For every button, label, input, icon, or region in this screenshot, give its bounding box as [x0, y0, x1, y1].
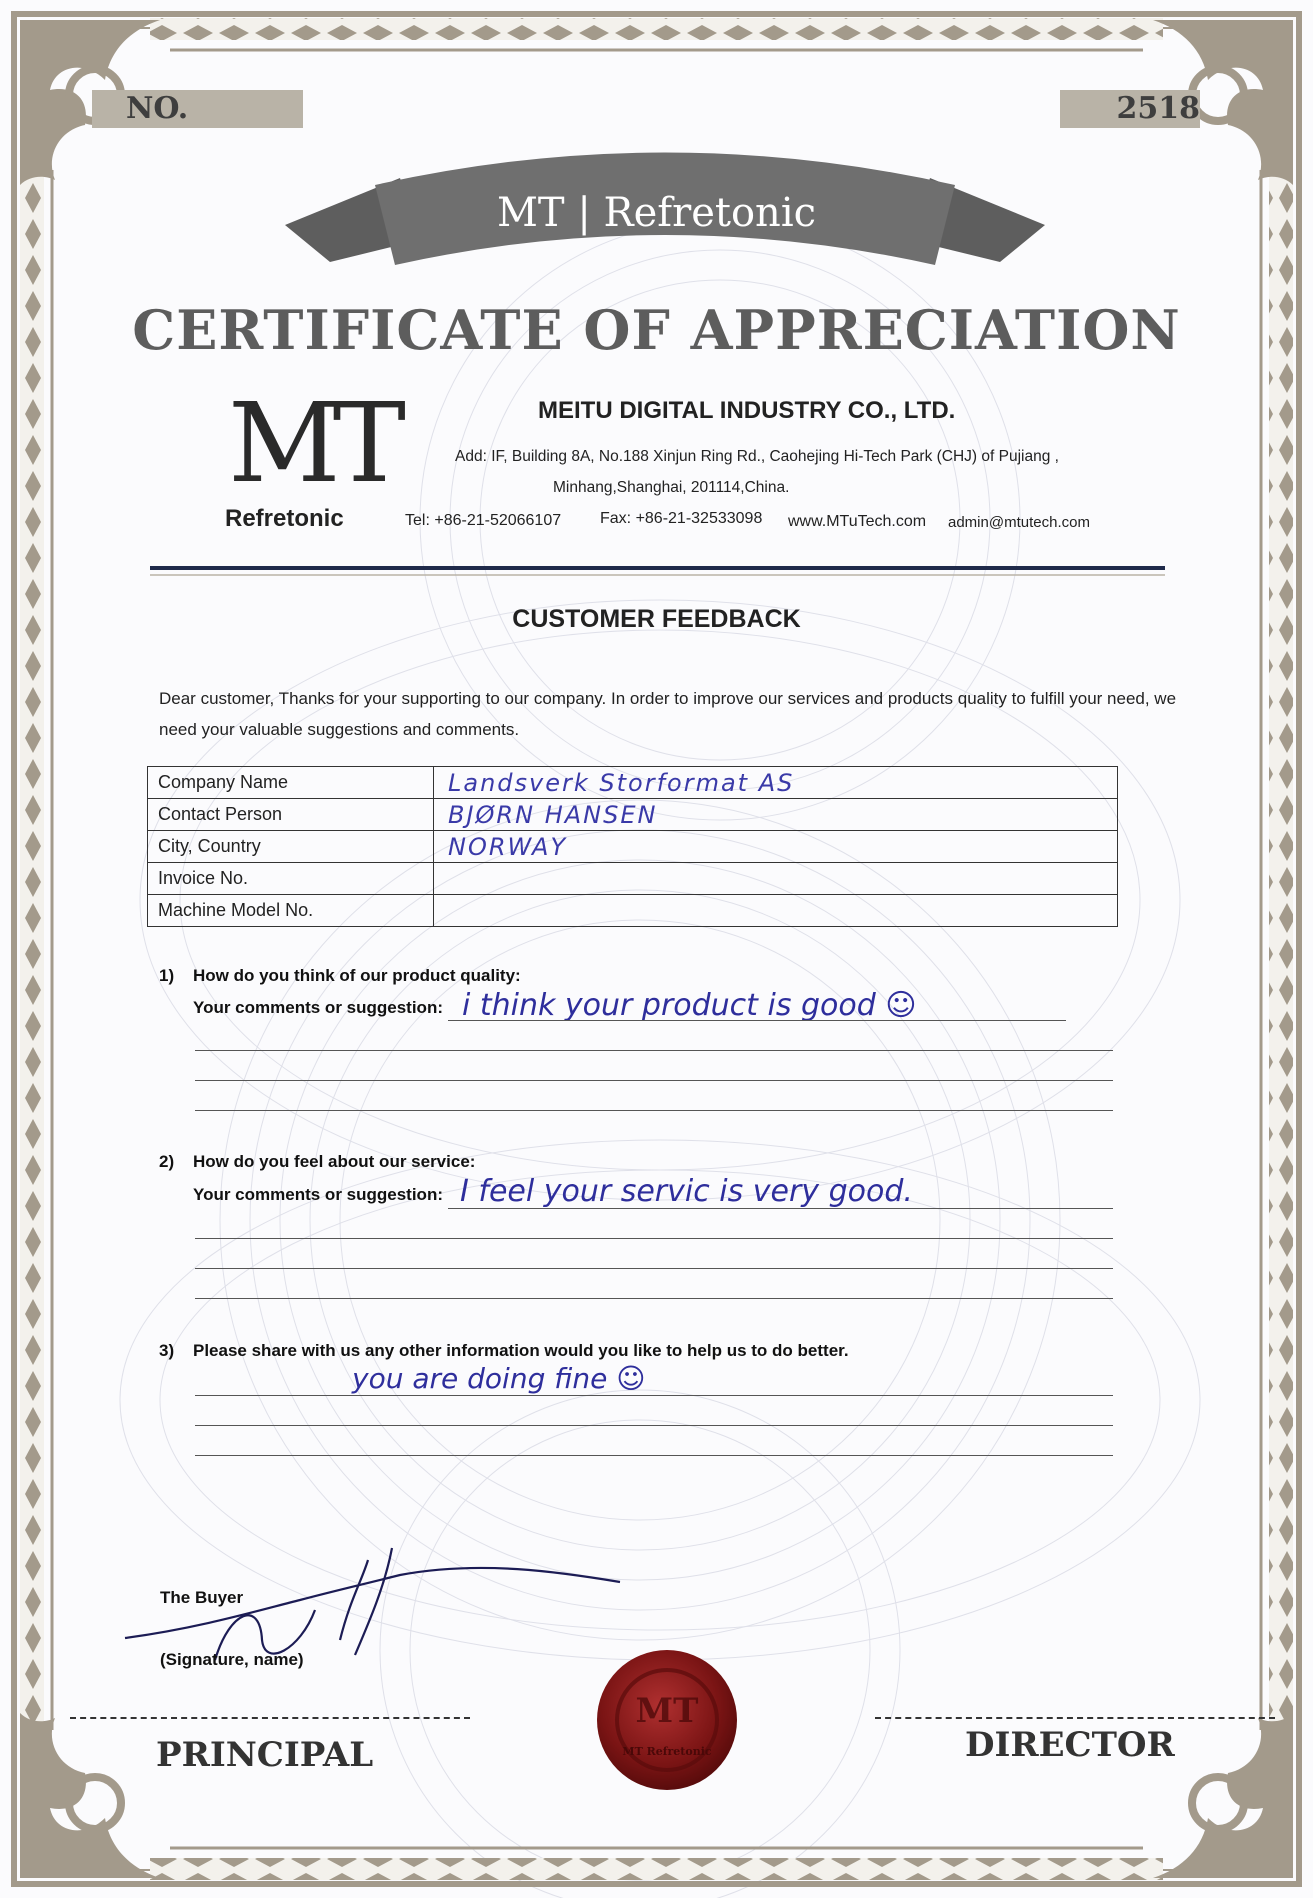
certificate-title: CERTIFICATE OF APPRECIATION — [132, 298, 1181, 362]
certificate-number: 2518 — [1060, 90, 1200, 128]
company-logo-text: Refretonic — [225, 505, 344, 532]
question-2-prompt: Your comments or suggestion: — [193, 1185, 443, 1204]
info-value — [434, 863, 1118, 895]
answer-line — [448, 1020, 1066, 1021]
answer-line — [195, 1298, 1113, 1299]
company-website: www.MTuTech.com — [788, 513, 927, 530]
principal-title: PRINCIPAL — [156, 1735, 374, 1775]
principal-signature-line — [70, 1717, 470, 1719]
signature-label: (Signature, name) — [160, 1650, 304, 1669]
certificate-number-label: NO. — [92, 90, 303, 128]
form-title: CUSTOMER FEEDBACK — [512, 605, 801, 633]
question-3-number: 3) — [159, 1341, 175, 1360]
answer-line — [195, 1425, 1113, 1426]
director-title: DIRECTOR — [965, 1725, 1175, 1765]
wax-seal — [597, 1650, 737, 1790]
question-2-text: How do you feel about our service: — [193, 1152, 476, 1171]
company-address-line2: Minhang,Shanghai, 201114,China. — [553, 479, 790, 496]
director-signature-line — [875, 1717, 1275, 1719]
seal-text: MT Refretonic — [622, 1745, 712, 1758]
company-name: MEITU DIGITAL INDUSTRY CO., LTD. — [538, 397, 956, 424]
answer-line — [195, 1268, 1113, 1269]
answer-line — [195, 1110, 1113, 1111]
info-value: Landsverk Storformat AS — [434, 767, 1118, 799]
question-3-answer: you are doing fine ☺ — [352, 1362, 646, 1395]
company-email: admin@mtutech.com — [948, 514, 1090, 531]
question-1-text: How do you think of our product quality: — [193, 966, 521, 985]
info-label: Company Name — [148, 767, 434, 799]
info-label: City, Country — [148, 831, 434, 863]
answer-line — [448, 1208, 1113, 1209]
answer-line — [195, 1080, 1113, 1081]
info-label: Machine Model No. — [148, 895, 434, 927]
info-row — [148, 863, 1118, 895]
info-value: NORWAY — [434, 831, 1118, 863]
company-tel: Tel: +86-21-52066107 — [405, 512, 562, 529]
info-row — [148, 767, 1118, 799]
company-fax: Fax: +86-21-32533098 — [600, 510, 763, 527]
banner-text: MT | Refretonic — [496, 190, 817, 236]
question-2-number: 2) — [159, 1152, 175, 1171]
answer-line — [195, 1050, 1113, 1051]
question-1-answer: i think your product is good ☺ — [462, 988, 917, 1023]
info-row — [148, 895, 1118, 927]
info-label: Contact Person — [148, 799, 434, 831]
company-logo-mark: MT — [228, 379, 399, 507]
buyer-label: The Buyer — [160, 1588, 244, 1607]
question-1-prompt: Your comments or suggestion: — [193, 998, 443, 1017]
customer-info-table — [147, 766, 1118, 927]
info-value: BJØRN HANSEN — [434, 799, 1118, 831]
info-label: Invoice No. — [148, 863, 434, 895]
question-3-text: Please share with us any other information would you like to help us to do better. — [193, 1341, 849, 1360]
question-1-number: 1) — [159, 966, 175, 985]
svg-text:MT: MT — [635, 1691, 699, 1731]
question-2-answer: I feel your servic is very good. — [460, 1174, 913, 1209]
company-address-line1: Add: IF, Building 8A, No.188 Xinjun Ring Rd., Caohejing Hi-Tech Park (CHJ) of Pujiang , — [455, 448, 1059, 465]
info-row — [148, 799, 1118, 831]
form-intro: Dear customer, Thanks for your supporting to our company. In order to improve our services and products quality to fulfill your need, we need your valuable suggestions and comments. — [159, 689, 1177, 739]
info-row — [148, 831, 1118, 863]
answer-line — [195, 1238, 1113, 1239]
answer-line — [195, 1455, 1113, 1456]
answer-line — [195, 1395, 1113, 1396]
info-value — [434, 895, 1118, 927]
